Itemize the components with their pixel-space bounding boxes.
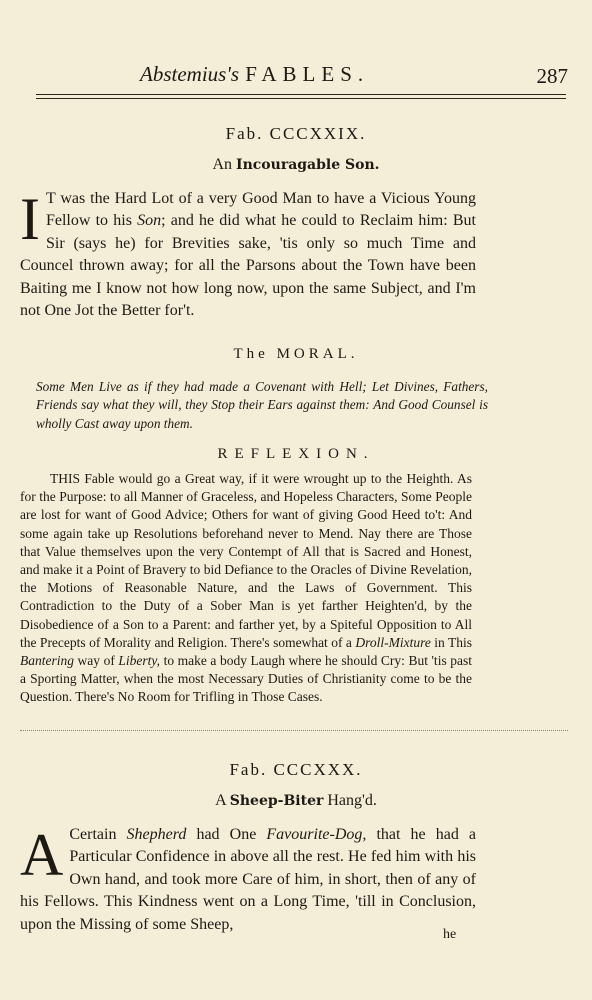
fable-number-2: Fab. CCCXXX. (229, 760, 363, 779)
reflexion-text-part2: in This (430, 634, 472, 650)
moral-text: Some Men Live as if they had made a Covenant with Hell; Let Divines, Fathers, Friends say what they will, they Stop their Ears against them: And Good Counsel is wholly Cast away upon them. (36, 379, 488, 431)
fable-title-2 (0, 792, 592, 810)
fable-text-son: Son (137, 212, 162, 230)
reflexion-text-part1: THIS Fable would go a Great way, if it were wrought up to the Heighth. As for the Purpose: to all Manner of Graceless, and Hopeless Characters, Some People are lost for want of Good Advice; Others for want of giving Good Heed to't: And some again take up Resolutions beforehand never to Mend. Nay there are Those that Value themselves upon the very Contempt of All that is Sacred and Honest, and make it a Point of Bravery to bid Defiance to the Oracles of Divine Revelation, the Motions of Reasonable Nature, and the Laws of Government. This Contradiction to the Duty of a Sober Man is yet farther Heighten'd, by the Disobedience of a Son to a Parent: and farther yet, by a Spiteful Opposition to All the Precepts of Morality and Religion. There's somewhat of a (20, 471, 472, 650)
fable2-text-rest: that he had a Particular Confidence in above all the rest. He fed him with his Own hand, and took more Care of him, in short, then of any of his Fellows. This Kindness went on a Long Time, 'till in Conclusion, upon the Missing of some Sheep, (20, 826, 477, 933)
fable-title-2-blackletter: Sheep-Biter (229, 793, 324, 809)
reflexion-italic-bantering: Bantering (20, 653, 74, 669)
reflexion-italic-droll: Droll-Mixture (355, 634, 431, 650)
running-header (130, 60, 570, 94)
fable-title-2-prefix: A (215, 792, 226, 809)
header-rule-second (36, 98, 566, 99)
reflexion-text (20, 470, 472, 707)
page-number: 287 (536, 64, 568, 88)
fable-number: Fab. CCCXXIX. (225, 124, 367, 143)
fable2-text-dog: Favourite-Dog, (266, 826, 367, 843)
catchword: he (443, 927, 457, 942)
fable-text-2 (20, 824, 476, 936)
running-title-author: Abstemius's (140, 62, 239, 86)
fable-title (0, 156, 592, 174)
fable2-text-shepherd: Shepherd (126, 826, 187, 843)
drop-capital-2: A (20, 822, 64, 888)
fable-title-blackletter: Incouragable Son. (236, 157, 380, 173)
drop-capital: I (20, 186, 40, 252)
reflexion-text-part3: way of (74, 653, 119, 669)
reflexion-heading: REFLEXION. (217, 446, 375, 462)
fable-title-2-suffix: Hang'd. (327, 792, 377, 809)
fable-title-prefix: An (212, 156, 233, 173)
header-rule (36, 94, 566, 95)
fable-text-lead: T was the Hard Lot of a very Good Man to have a Vicious Young Fellow to his (45, 190, 476, 230)
fable-text (20, 188, 476, 322)
running-title-word: FABLES. (245, 62, 370, 86)
reflexion-italic-liberty: Liberty, (118, 653, 161, 669)
moral-heading: The MORAL. (233, 346, 359, 362)
running-title (140, 62, 369, 87)
fable2-text-lead: Certain (69, 826, 127, 843)
reflexion-text-part4: to make a body Laugh where he should Cry: But 'tis past a Sporting Matter, when the most Necessary Duties of Christianity come to be the Question. There's No Room for Trifling in Those Cases. (20, 653, 472, 705)
fable2-text-mid: had One (186, 826, 267, 843)
fable-text-rest: ; and he did what he could to Reclaim him: But Sir (says he) for Brevities sake, 'tis only so much Time and Councel thrown away; for all the Parsons about the Town have been Baiting me I know not how long now, upon the same Subject, and I'm not One Jot the Better for't. (20, 212, 477, 320)
section-divider (20, 730, 568, 731)
